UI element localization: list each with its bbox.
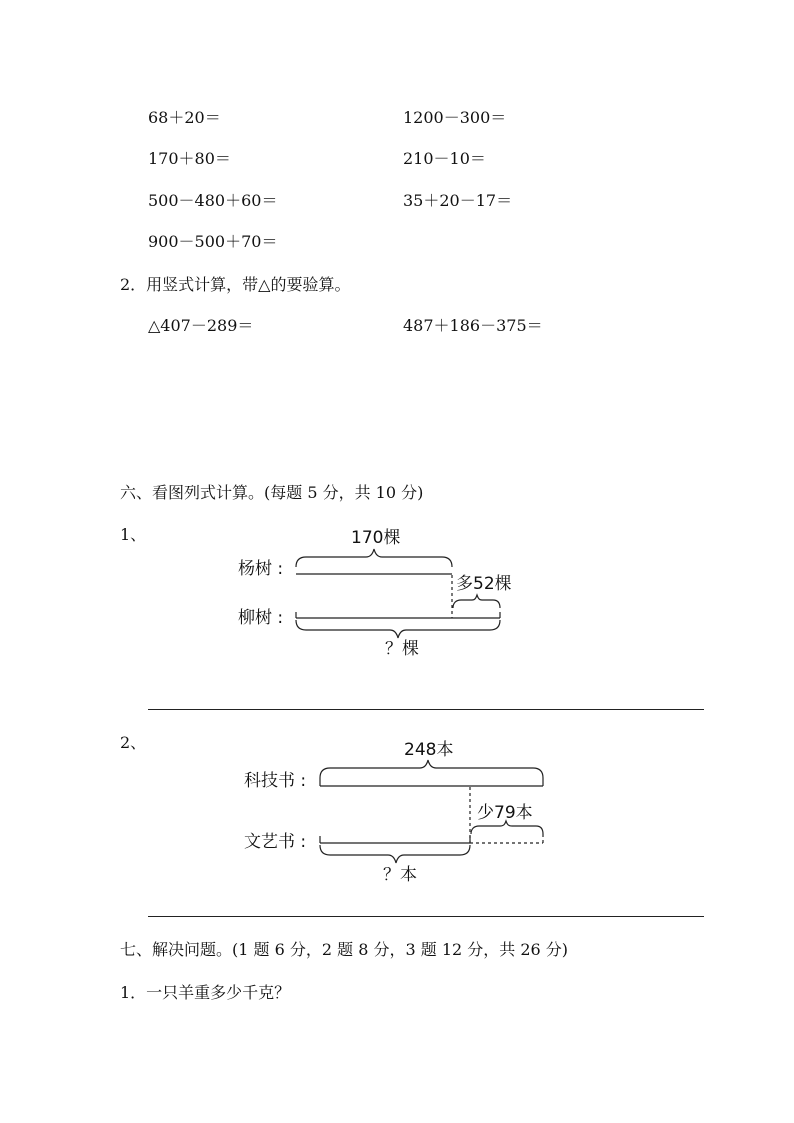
arithmetic-item: 900－500＋70＝ bbox=[148, 232, 278, 251]
vertical-calc-instruction: 2．用竖式计算，带△的要验算。 bbox=[120, 275, 351, 294]
problem-1-number: 1、 bbox=[120, 525, 147, 544]
diagram1-row1-label: 杨树 : bbox=[238, 559, 284, 579]
diagram1-row2-label: 柳树 : bbox=[238, 608, 284, 628]
arithmetic-item: 68＋20＝ bbox=[148, 108, 221, 127]
diagram2-total-label: 248本 bbox=[404, 740, 454, 760]
diagram1-unknown-label: ？棵 bbox=[385, 639, 419, 659]
section-7-question-1: 1．一只羊重多少千克？ bbox=[120, 983, 291, 1002]
diagram1-total-label: 170棵 bbox=[351, 528, 401, 548]
diagram2-unknown-label: ？本 bbox=[383, 865, 417, 885]
problem-2-number: 2、 bbox=[120, 733, 147, 752]
diagram1-unknown-brace bbox=[296, 620, 500, 638]
arithmetic-item: 500－480＋60＝ bbox=[148, 191, 278, 210]
diagram2-total-brace bbox=[320, 760, 543, 778]
diagram2-difference-label: 少79本 bbox=[477, 803, 533, 823]
arithmetic-item: 170＋80＝ bbox=[148, 149, 231, 168]
arithmetic-item: 210－10＝ bbox=[403, 149, 486, 168]
section-6-title: 六、看图列式计算。(每题 5 分，共 10 分) bbox=[120, 483, 424, 502]
section-7-title: 七、解决问题。(1 题 6 分，2 题 8 分，3 题 12 分，共 26 分) bbox=[120, 940, 569, 959]
vertical-calc-item: 487＋186－375＝ bbox=[403, 316, 543, 335]
arithmetic-item: 35＋20－17＝ bbox=[403, 191, 513, 210]
diagram1-difference-brace bbox=[453, 595, 500, 608]
diagram1-difference-label: 多52棵 bbox=[456, 574, 512, 594]
diagram2-row1-label: 科技书 : bbox=[244, 771, 307, 791]
diagram2-unknown-brace bbox=[320, 845, 470, 863]
vertical-calc-item: △407－289＝ bbox=[148, 316, 254, 335]
diagram2-row2-label: 文艺书 : bbox=[244, 832, 307, 852]
diagram1-total-brace bbox=[296, 549, 452, 567]
diagram2-difference-brace bbox=[471, 821, 543, 834]
arithmetic-item: 1200－300＝ bbox=[403, 108, 507, 127]
